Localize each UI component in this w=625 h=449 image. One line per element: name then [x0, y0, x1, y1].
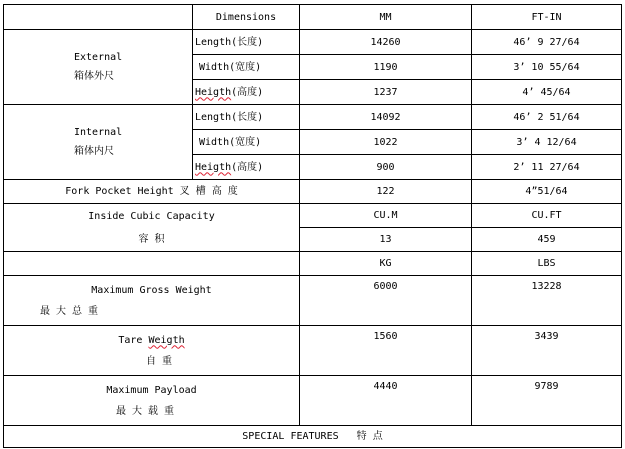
fork-pocket-label-en: Fork Pocket Height [65, 186, 174, 197]
internal-height-word: Heigth [195, 161, 232, 173]
payload-label-en: Maximum Payload [106, 384, 197, 396]
header-ftin: FT-IN [472, 5, 622, 30]
payload-kg: 4440 [300, 376, 472, 426]
internal-height-zh: (高度) [231, 161, 264, 173]
specification-table [3, 4, 622, 448]
external-height-ftin: 4’ 45/64 [472, 80, 622, 105]
internal-label-zh: 箱体内尺 [74, 146, 114, 157]
external-length-ftin: 46’ 9 27/64 [472, 30, 622, 55]
tare-label-cell [4, 326, 300, 376]
internal-length-row [4, 105, 622, 130]
external-label-cell [4, 30, 193, 105]
internal-width-mm: 1022 [300, 130, 472, 155]
internal-height-name [193, 155, 300, 180]
special-features-cell [4, 426, 622, 448]
weight-units-row [4, 252, 622, 276]
cubic-unit-imperial: CU.FT [472, 204, 622, 228]
weight-unit-kg: KG [300, 252, 472, 276]
external-width-mm: 1190 [300, 55, 472, 80]
tare-label-prefix: Tare [118, 334, 149, 346]
special-features-label-zh: 特 点 [356, 431, 383, 442]
internal-length-ftin: 46’ 2 51/64 [472, 105, 622, 130]
payload-lbs: 9789 [472, 376, 622, 426]
weight-units-blank [4, 252, 300, 276]
external-height-zh: (高度) [231, 86, 264, 98]
payload-label-cell [4, 376, 300, 426]
payload-label-zh: 最 大 载 重 [116, 405, 175, 417]
special-features-label-en: SPECIAL FEATURES [242, 431, 339, 442]
cubic-label-zh: 容 积 [138, 233, 165, 245]
cubic-units-row [4, 204, 622, 228]
external-length-row [4, 30, 622, 55]
external-label-zh: 箱体外尺 [74, 71, 114, 82]
internal-label-en: Internal [74, 127, 123, 138]
tare-label-zh: 自 重 [146, 355, 173, 367]
external-height-mm: 1237 [300, 80, 472, 105]
cubic-label-en: Inside Cubic Capacity [88, 210, 215, 222]
gross-weight-row [4, 276, 622, 326]
tare-lbs: 3439 [472, 326, 622, 376]
gross-label-cell [4, 276, 300, 326]
external-width-name: Width(宽度) [193, 55, 300, 80]
internal-height-ftin: 2’ 11 27/64 [472, 155, 622, 180]
cubic-unit-metric: CU.M [300, 204, 472, 228]
gross-lbs: 13228 [472, 276, 622, 326]
internal-height-mm: 900 [300, 155, 472, 180]
fork-pocket-row [4, 180, 622, 204]
external-length-mm: 14260 [300, 30, 472, 55]
external-width-ftin: 3’ 10 55/64 [472, 55, 622, 80]
header-dimensions: Dimensions [193, 5, 300, 30]
fork-pocket-label-zh: 叉 槽 高 度 [179, 186, 238, 197]
cubic-metric: 13 [300, 228, 472, 252]
external-height-word: Heigth [195, 86, 232, 98]
tare-label-word: Weigth [148, 334, 185, 346]
internal-length-name: Length(长度) [193, 105, 300, 130]
tare-weight-row [4, 326, 622, 376]
payload-row [4, 376, 622, 426]
internal-length-mm: 14092 [300, 105, 472, 130]
cubic-label-cell [4, 204, 300, 252]
header-blank-cell [4, 5, 193, 30]
internal-width-name: Width(宽度) [193, 130, 300, 155]
fork-pocket-label [4, 180, 300, 204]
external-length-name: Length(长度) [193, 30, 300, 55]
external-label-en: External [74, 52, 123, 63]
gross-kg: 6000 [300, 276, 472, 326]
cubic-imperial: 459 [472, 228, 622, 252]
fork-pocket-mm: 122 [300, 180, 472, 204]
special-features-row [4, 426, 622, 448]
gross-label-en: Maximum Gross Weight [91, 284, 212, 296]
internal-label-cell [4, 105, 193, 180]
weight-unit-lbs: LBS [472, 252, 622, 276]
fork-pocket-ftin: 4”51/64 [472, 180, 622, 204]
tare-kg: 1560 [300, 326, 472, 376]
header-mm: MM [300, 5, 472, 30]
gross-label-zh: 最 大 总 重 [40, 305, 99, 317]
tare-label-en [6, 334, 297, 347]
internal-width-ftin: 3’ 4 12/64 [472, 130, 622, 155]
header-row [4, 5, 622, 30]
external-height-name [193, 80, 300, 105]
